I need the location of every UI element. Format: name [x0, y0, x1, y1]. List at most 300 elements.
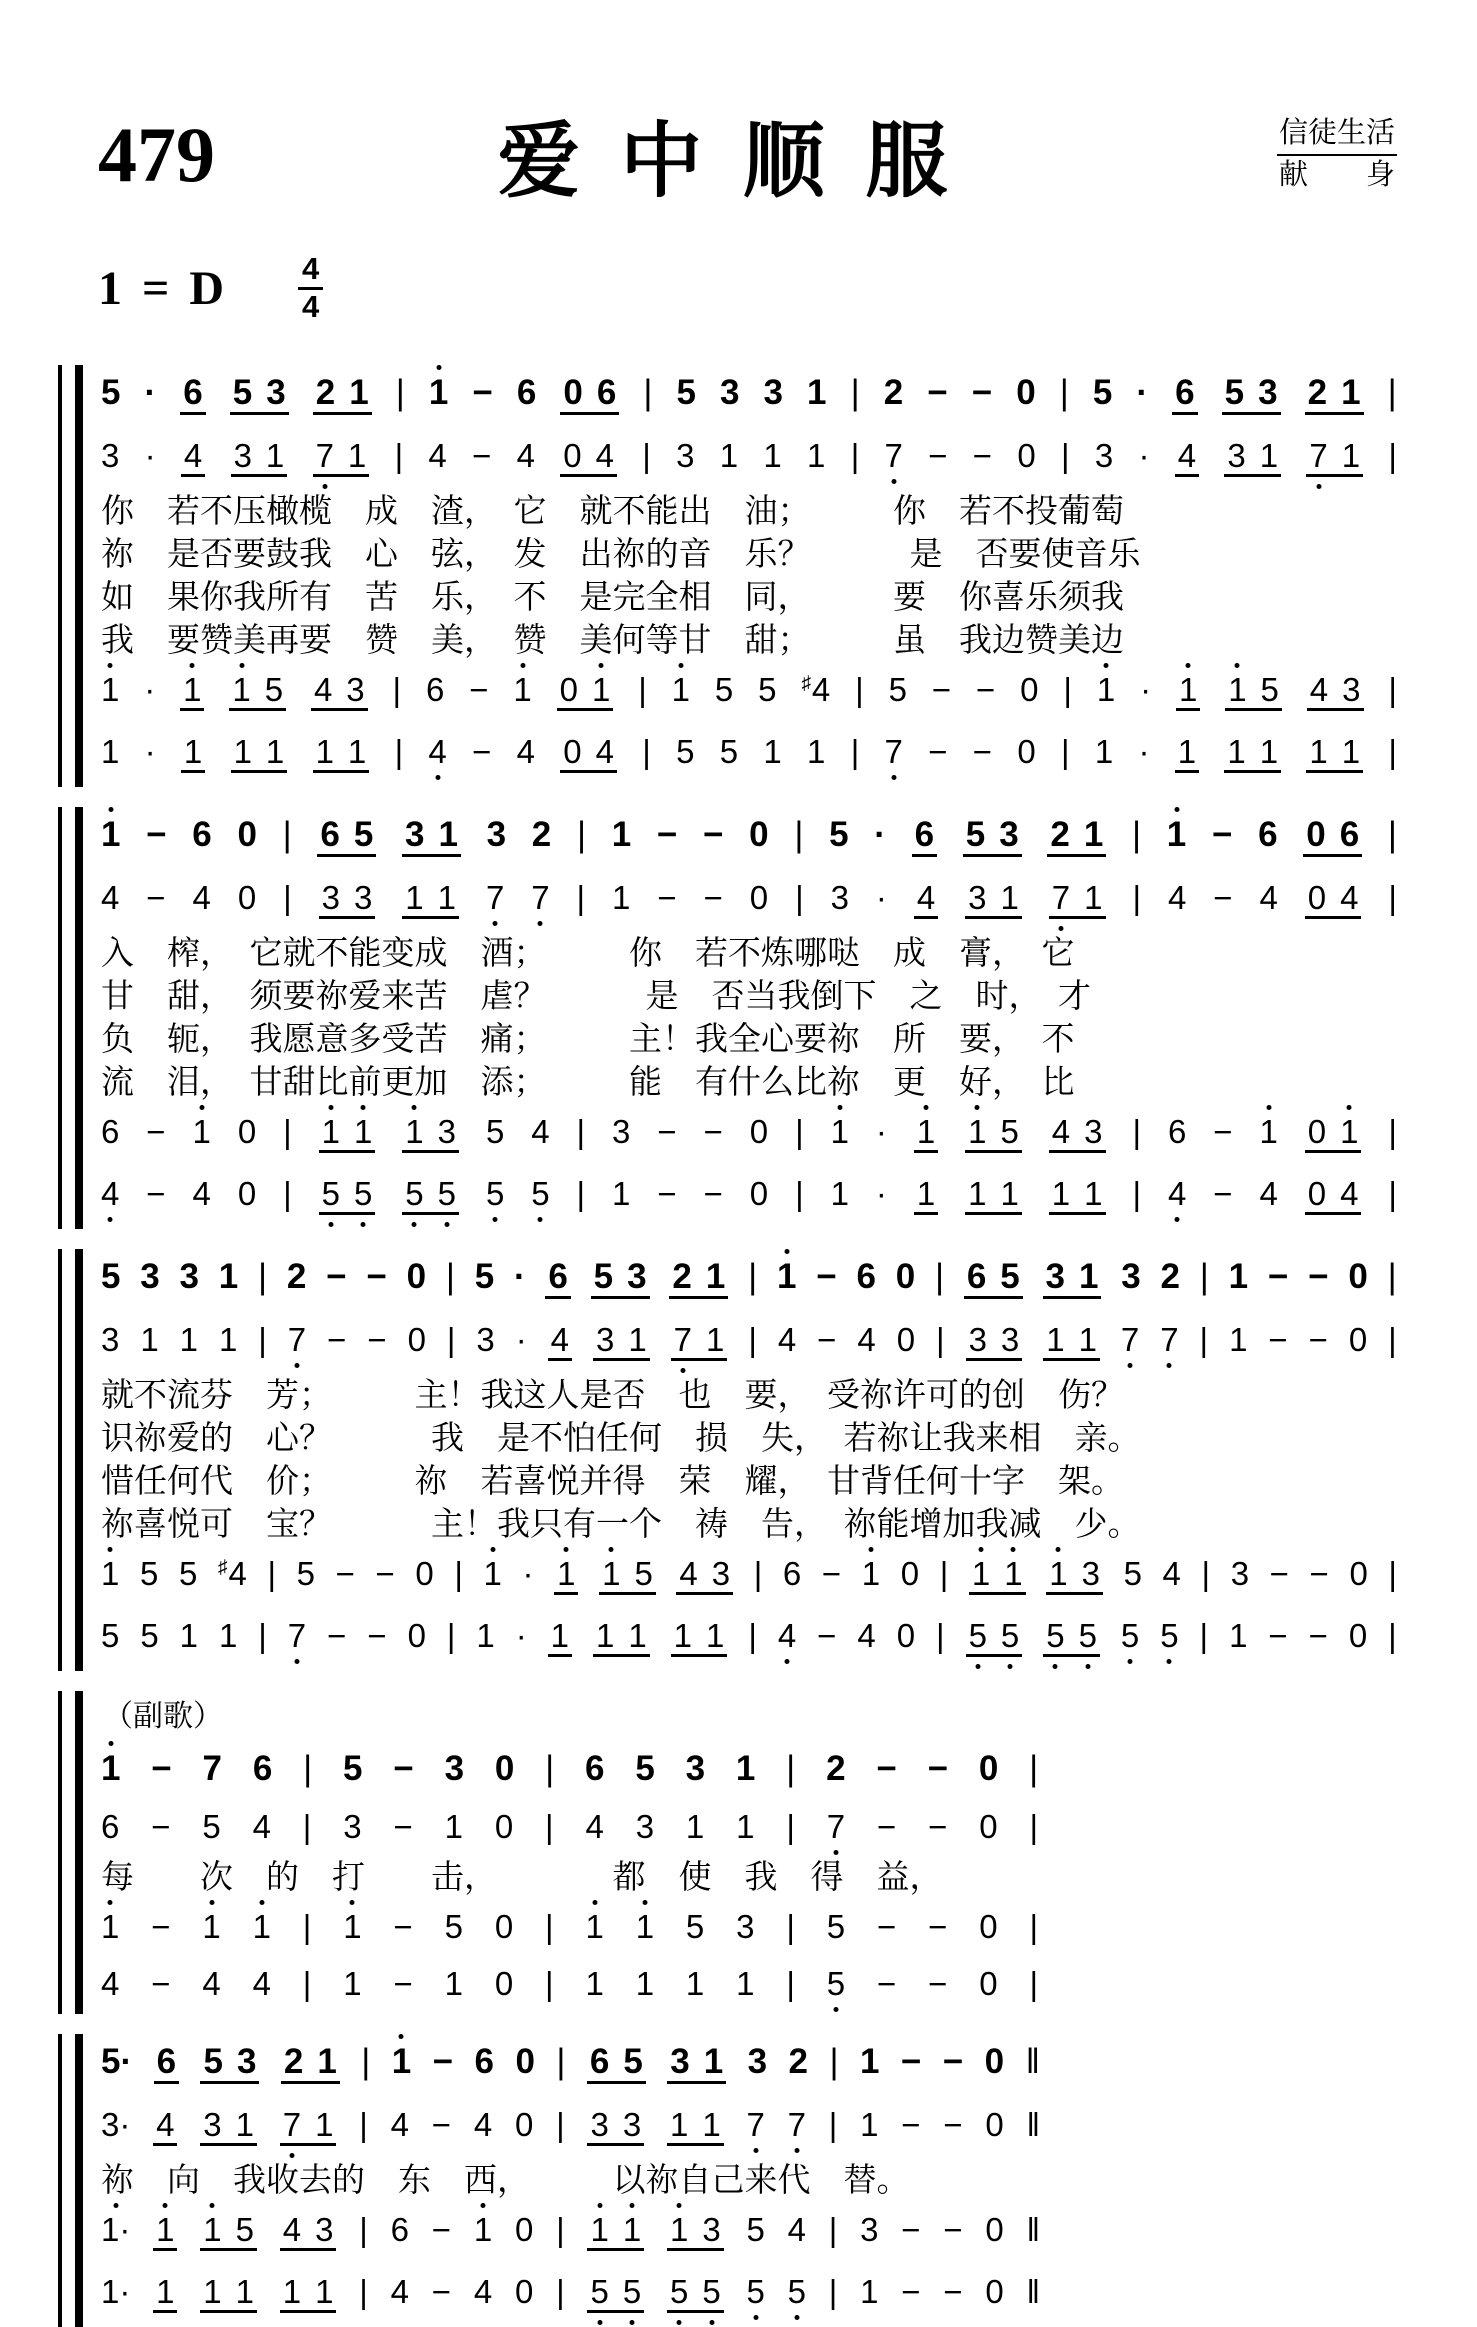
note: 1 [1341, 437, 1361, 475]
note: 4 [252, 1965, 271, 2003]
note: · [144, 437, 156, 475]
note: 3 [830, 879, 849, 917]
note: 3 [1084, 1113, 1103, 1151]
barline: | [1059, 373, 1069, 413]
note: 4 [1259, 1175, 1278, 1213]
note: 1 [635, 1908, 655, 1946]
note: − [335, 1555, 355, 1593]
note: 2 [283, 2042, 304, 2082]
note: 0 [1307, 1175, 1327, 1213]
note: − [1213, 1113, 1233, 1151]
notes-row [101, 1547, 1397, 1609]
beam-group [231, 439, 288, 477]
system-brace [58, 1249, 83, 1671]
note: − [146, 879, 166, 917]
note: 0 [563, 437, 582, 475]
barline: | [748, 1257, 758, 1297]
barline: | [1387, 373, 1397, 413]
note: 4 [595, 437, 614, 475]
beam-group [181, 439, 205, 477]
note: · [874, 815, 886, 855]
note: 0 [1016, 373, 1036, 413]
note: 3 [486, 815, 507, 855]
note: 5 [746, 2273, 765, 2311]
barline: | [794, 815, 804, 855]
final-barline: ‖ [1026, 2273, 1039, 2311]
note: 7 [531, 879, 550, 917]
barline: | [1199, 1257, 1209, 1297]
note: 1 [968, 1175, 987, 1213]
note: 3 [711, 1555, 731, 1593]
note: 1 [861, 1555, 881, 1593]
note: 1 [235, 2106, 254, 2144]
system-content [101, 807, 1397, 1229]
note: − [472, 437, 492, 475]
note: 1 [1340, 1113, 1359, 1151]
note: 4 [916, 879, 936, 917]
note: − [928, 733, 948, 771]
beam-group [914, 881, 938, 919]
beam-group [402, 881, 459, 919]
note: 5 [485, 1175, 505, 1213]
note: 5 [634, 1555, 653, 1593]
note: 5 [826, 1965, 846, 2003]
note: · [1138, 437, 1150, 475]
note: 0 [407, 1617, 426, 1655]
note: 1 [405, 879, 424, 917]
system-4 [58, 1691, 1397, 2014]
note: 3 [101, 437, 120, 475]
note: 4 [252, 1808, 271, 1846]
note: 1 [1084, 1175, 1103, 1213]
note: − [877, 1808, 897, 1846]
beam-group [912, 817, 937, 857]
note: 1 [1178, 671, 1198, 709]
note: 0 [1348, 1321, 1368, 1359]
note: 1 [706, 1617, 725, 1655]
note: 1· [101, 2273, 131, 2311]
note: 0 [1306, 815, 1326, 855]
note: 5 [1123, 1555, 1142, 1593]
note: 5 [101, 1257, 121, 1297]
beam-group [964, 1259, 1023, 1299]
note: − [943, 2106, 963, 2144]
note: 1 [1084, 879, 1103, 917]
note: 0 [1348, 1257, 1368, 1297]
beam-group [1306, 439, 1363, 477]
note: 1 [830, 1175, 849, 1213]
barline: | [576, 1113, 586, 1151]
beam-group [1305, 1115, 1362, 1153]
note: 5 [353, 1175, 373, 1213]
beam-group [229, 673, 286, 711]
barline: | [576, 1175, 586, 1213]
note: 1 [343, 1965, 362, 2003]
beam-group [963, 817, 1022, 857]
note: 5 [714, 671, 734, 709]
note: 1 [1000, 879, 1019, 917]
beam-group [402, 1177, 459, 1215]
barline: | [850, 733, 860, 771]
note: − [146, 1175, 166, 1213]
note: − [816, 1257, 837, 1297]
note: 5 [826, 1908, 846, 1946]
note: 3 [1230, 1555, 1250, 1593]
note: · [1138, 733, 1150, 771]
note: 1 [183, 671, 202, 709]
note: 5 [685, 1908, 705, 1946]
note: 4 [428, 733, 447, 771]
lyric-line: 识祢爱的 心？ 我 是不怕任何 损 失， 若祢让我来相 亲。 [101, 1421, 1141, 1458]
barline: | [786, 1908, 795, 1946]
note: − [431, 2273, 452, 2311]
note: 4 [550, 1321, 570, 1359]
barline: | [302, 1808, 312, 1846]
barline: | [1029, 1908, 1039, 1946]
note: 0 [979, 1808, 998, 1846]
notes-row [101, 2098, 1038, 2160]
beam-group [319, 1177, 376, 1215]
beam-group [280, 2275, 337, 2313]
beam-group [313, 375, 372, 415]
note: − [928, 437, 948, 475]
note: − [900, 2042, 922, 2082]
note: 2 [315, 373, 336, 413]
note: 3 [622, 2106, 642, 2144]
note: − [703, 1113, 723, 1151]
note: 4 [585, 1808, 604, 1846]
barline: | [545, 1749, 555, 1789]
lyric-line: 祢 是否要鼓我 心 弦， 发 出祢的音 乐？ 是 否要使音乐 [101, 537, 1141, 574]
barline: | [829, 2042, 839, 2082]
category-top: 信徒生活 [1277, 114, 1397, 156]
beam-group [545, 1259, 570, 1299]
beam-group [180, 673, 204, 711]
key-signature: 1 = D [98, 261, 229, 315]
note: 5 [622, 2273, 642, 2311]
barline: | [545, 1808, 554, 1846]
note: 1 [218, 1321, 238, 1359]
note: 5 [623, 2042, 643, 2082]
note: − [877, 1908, 897, 1946]
note: − [928, 1965, 948, 2003]
note: 0 [749, 879, 769, 917]
note: 1 [483, 1555, 502, 1593]
beam-group [313, 439, 370, 477]
note: 4 [390, 2106, 409, 2144]
barline: | [392, 671, 402, 709]
note: 1 [265, 733, 285, 771]
note: 3 [346, 671, 365, 709]
note: 7 [1160, 1321, 1179, 1359]
note: 1 [735, 1749, 756, 1789]
note: 1 [1341, 373, 1361, 413]
note: − [972, 733, 993, 771]
note: 0 [1307, 879, 1327, 917]
note: − [657, 879, 677, 917]
note: 0 [749, 1175, 769, 1213]
note: 3· [101, 2106, 131, 2144]
note: 1 [807, 437, 826, 475]
note: 3 [702, 2211, 721, 2249]
note: 4 [282, 2211, 302, 2249]
sharp-icon: ♯ [217, 1557, 228, 1579]
note: − [972, 437, 993, 475]
note: 4 [313, 671, 333, 709]
note: 3 [763, 373, 783, 413]
note: − [367, 1617, 387, 1655]
note: 1 [916, 1175, 936, 1213]
note: 4 [428, 437, 447, 475]
lyric-line: 祢 向 我收去的 东 西， 以祢自己来代 替。 [101, 2163, 910, 2200]
beam-group [1224, 439, 1281, 477]
note: 4 [390, 2273, 409, 2311]
note: − [821, 1555, 842, 1593]
note: 5 [635, 1749, 655, 1789]
note: 1 [1228, 1257, 1249, 1297]
note: 0 [749, 1113, 769, 1151]
note: 1 [763, 733, 782, 771]
notes-row [101, 1249, 1397, 1313]
beam-group [1043, 1619, 1100, 1657]
barline: | [576, 815, 587, 855]
note: 0 [559, 671, 578, 709]
note: 6 [856, 1257, 876, 1297]
note: 1 [628, 1321, 647, 1359]
barline: | [1388, 671, 1397, 709]
note: 5 [531, 1175, 550, 1213]
note: 0 [514, 2273, 534, 2311]
note: − [366, 1257, 387, 1297]
note: 6 [585, 1749, 605, 1789]
note: 1 [706, 1321, 725, 1359]
note: 1 [830, 1113, 849, 1151]
note: 1 [349, 373, 369, 413]
barline: | [1132, 1175, 1142, 1213]
note: 1 [807, 733, 826, 771]
note: 2 [1160, 1257, 1180, 1297]
note: 1 [203, 2211, 222, 2249]
note: − [703, 1175, 723, 1213]
barline: | [795, 879, 804, 917]
note: 5 [101, 373, 121, 413]
note: 1 [585, 1908, 604, 1946]
note: 1 [703, 2042, 724, 2082]
barline: | [642, 437, 651, 475]
note: 1 [585, 1965, 604, 2003]
category-labels [1277, 114, 1397, 195]
note: 7 [1051, 879, 1071, 917]
note: 3 [627, 1257, 647, 1297]
note: 5 [1224, 373, 1245, 413]
barline: | [303, 1749, 313, 1789]
barline: | [446, 1321, 456, 1359]
note: 0 [985, 2106, 1004, 2144]
beam-group [1047, 817, 1106, 857]
note: 7 [485, 879, 505, 917]
note: 2 [672, 1257, 692, 1297]
note: 0 [237, 1113, 257, 1151]
note: 6 [320, 815, 340, 855]
note: 1 [1309, 733, 1328, 771]
note: · [875, 1175, 887, 1213]
note: 0 [237, 815, 257, 855]
note: 3 [1227, 437, 1246, 475]
note: − [327, 1321, 347, 1359]
barline: | [850, 437, 860, 475]
note: − [146, 1113, 166, 1151]
note: 0 [407, 1321, 426, 1359]
note: 1 [156, 2211, 175, 2249]
note: 4 [473, 2273, 493, 2311]
note: 6 [1175, 373, 1195, 413]
key-row [58, 253, 1397, 323]
note: 6 [252, 1749, 273, 1789]
note: 5 [676, 733, 695, 771]
notes-row [101, 807, 1397, 871]
note: 1 [347, 733, 367, 771]
note: 7 [884, 733, 903, 771]
note: 1 [444, 1808, 463, 1846]
notes-row [101, 1957, 1038, 2014]
beam-group [676, 1557, 733, 1595]
note: · [875, 1113, 887, 1151]
note: 1 [1166, 815, 1187, 855]
beam-group [1175, 439, 1199, 477]
barline: | [283, 1113, 292, 1151]
note: 1 [612, 879, 631, 917]
note: 1 [916, 1113, 936, 1151]
note: 2 [883, 373, 904, 413]
note: − [931, 671, 952, 709]
beam-group [557, 673, 614, 711]
note: · [1140, 671, 1152, 709]
note: 1 [444, 1965, 463, 2003]
note: 3 [101, 1321, 120, 1359]
note: 1 [1000, 1175, 1019, 1213]
note: 0 [1348, 1617, 1368, 1655]
barline: | [446, 1617, 456, 1655]
note: 1 [391, 2042, 412, 2082]
note: 5 [1260, 671, 1279, 709]
barline: | [302, 1965, 312, 2003]
beam-group [402, 817, 461, 857]
note: 1 [343, 1908, 362, 1946]
note: 1 [233, 733, 252, 771]
note: 4 [192, 1175, 211, 1213]
beam-group [965, 1177, 1022, 1215]
note: 1 [1079, 1257, 1099, 1297]
beam-group [914, 1115, 938, 1153]
note: 3 [140, 1257, 160, 1297]
barline: | [1029, 1808, 1039, 1846]
note: 1 [315, 2106, 334, 2144]
note: 1 [317, 2042, 337, 2082]
beam-group [560, 439, 617, 477]
note: 4 [679, 1555, 698, 1593]
header [58, 96, 1397, 213]
barline: | [556, 2273, 565, 2311]
note: 5 [968, 1617, 987, 1655]
notes-row [101, 365, 1397, 429]
barline: | [1388, 437, 1397, 475]
lyric-line: 惜任何代 价； 祢 若喜悦并得 荣 耀， 甘背任何十字 架。 [101, 1464, 1124, 1501]
note: 1 [1083, 815, 1104, 855]
barline: | [1201, 1555, 1211, 1593]
note: 0 [979, 1965, 998, 2003]
note: 1 [669, 2106, 689, 2144]
system-brace [58, 1691, 83, 2014]
note: − [1211, 815, 1233, 855]
note: − [703, 879, 723, 917]
note: 3 [315, 2211, 334, 2249]
lyric-line: 负 轭， 我愿意多受苦 痛； 主！我全心要祢 所 要， 不 [101, 1022, 1075, 1059]
note: 1 [101, 1908, 120, 1946]
note: − [1213, 879, 1233, 917]
notes-row [101, 663, 1397, 725]
note: 1 [971, 1555, 991, 1593]
beam-group [281, 2044, 340, 2084]
barline: | [748, 1321, 757, 1359]
beam-group [1176, 673, 1200, 711]
category-bottom: 献 身 [1278, 159, 1395, 191]
notes-row [101, 1800, 1038, 1857]
note: 3 [405, 815, 425, 855]
note: − [928, 1908, 948, 1946]
barline: | [936, 1321, 945, 1359]
note: 0 [1017, 437, 1036, 475]
note: 2 [286, 1257, 307, 1297]
beam-group [230, 375, 289, 415]
note: − [393, 1908, 413, 1946]
note: 6 [966, 1257, 987, 1297]
note: 0 [1349, 1555, 1368, 1593]
note: 4 [516, 437, 535, 475]
note: 6 [101, 1808, 120, 1846]
beam-group [587, 2044, 646, 2084]
note: 1 [611, 815, 632, 855]
note: − [817, 1321, 837, 1359]
system-brace [58, 365, 83, 787]
note: 5 [888, 671, 907, 709]
note: 6 [101, 1113, 120, 1151]
note: − [928, 1808, 948, 1846]
note: 5 [593, 1257, 614, 1297]
note: 1 [1259, 1113, 1278, 1151]
note: 1 [353, 1113, 373, 1151]
note: − [657, 1113, 677, 1151]
note: 0 [494, 1808, 514, 1846]
note: 0 [896, 1321, 916, 1359]
note: 2 [1050, 815, 1070, 855]
barline: | [828, 2106, 838, 2144]
beam-group [280, 2213, 337, 2251]
barline: | [828, 2211, 838, 2249]
note: 5 [139, 1555, 159, 1593]
note: 1 [179, 1321, 198, 1359]
note: − [943, 2211, 963, 2249]
note: 1· [101, 2211, 131, 2249]
barline: | [828, 2273, 838, 2311]
note: 7 [826, 1808, 846, 1846]
note: 3 [1045, 1257, 1066, 1297]
note: 6 [390, 2211, 409, 2249]
note: 1 [859, 2042, 880, 2082]
note: 0 [984, 2042, 1005, 2082]
note: 5 [203, 2042, 223, 2082]
note: 6 [548, 1257, 568, 1297]
note: 3 [999, 815, 1019, 855]
